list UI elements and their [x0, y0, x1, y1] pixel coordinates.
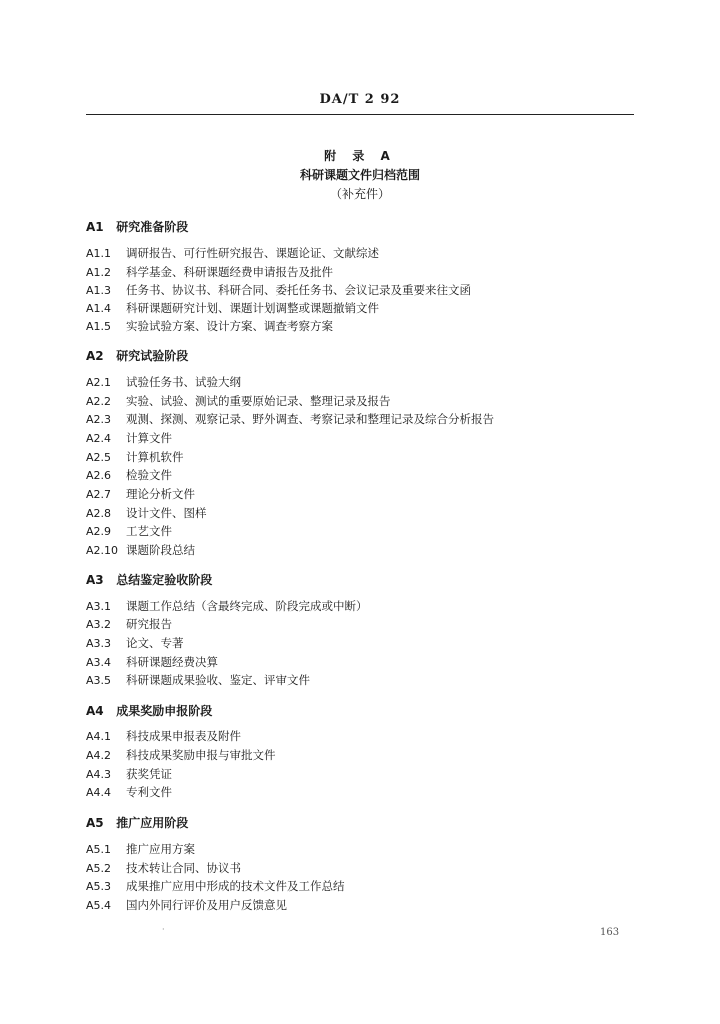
item-code: A1.3	[86, 284, 112, 297]
section-title: 研究试验阶段	[116, 349, 189, 363]
item-text: 计算文件	[126, 431, 172, 445]
section-title: 总结鉴定验收阶段	[116, 573, 213, 587]
item-text: 课题工作总结（含最终完成、阶段完成或中断）	[126, 599, 368, 613]
list-item	[86, 616, 172, 632]
list-item	[86, 860, 241, 876]
item-text: 国内外同行评价及用户反馈意见	[126, 898, 287, 912]
item-text: 理论分析文件	[126, 487, 195, 501]
list-item	[86, 282, 471, 298]
item-code: A2.8	[86, 507, 112, 520]
list-item	[86, 878, 345, 894]
item-code: A2.7	[86, 488, 112, 501]
item-text: 技术转让合同、协议书	[126, 861, 241, 875]
item-code: A1.4	[86, 302, 112, 315]
item-text: 科技成果申报表及附件	[126, 729, 241, 743]
item-code: A4.2	[86, 749, 112, 762]
item-text: 课题阶段总结	[126, 543, 195, 557]
item-text: 论文、专著	[126, 636, 184, 650]
list-item	[86, 393, 391, 409]
list-item	[86, 728, 241, 744]
list-item	[86, 841, 195, 857]
section-code: A4	[86, 704, 104, 718]
item-text: 检验文件	[126, 468, 172, 482]
item-code: A3.2	[86, 618, 112, 631]
section-title: 推广应用阶段	[116, 816, 189, 830]
item-text: 工艺文件	[126, 524, 172, 538]
item-text: 科研课题成果验收、鉴定、评审文件	[126, 673, 310, 687]
list-item	[86, 598, 368, 614]
item-code: A2.1	[86, 376, 112, 389]
list-item	[86, 486, 195, 502]
list-item	[86, 784, 172, 800]
item-code: A5.1	[86, 843, 112, 856]
item-code: A5.2	[86, 862, 112, 875]
section-code: A1	[86, 220, 104, 234]
appendix-subtitle: 科研课题文件归档范围	[299, 168, 420, 182]
page-number: 163	[600, 927, 620, 938]
list-item	[86, 245, 379, 261]
item-code: A2.9	[86, 525, 112, 538]
item-text: 设计文件、图样	[126, 506, 207, 520]
item-code: A5.4	[86, 899, 112, 912]
item-text: 实验试验方案、设计方案、调查考察方案	[126, 319, 333, 333]
item-text: 科研课题研究计划、课题计划调整或课题撤销文件	[126, 301, 379, 315]
item-code: A2.3	[86, 413, 112, 426]
item-code: A2.2	[86, 395, 112, 408]
item-code: A1.1	[86, 247, 112, 260]
item-text: 调研报告、可行性研究报告、课题论证、文献综述	[126, 246, 379, 260]
list-item	[86, 430, 172, 446]
item-code: A5.3	[86, 880, 112, 893]
list-item	[86, 411, 494, 427]
item-text: 科研课题经费决算	[126, 655, 218, 669]
appendix-title: 附 录 A	[324, 149, 396, 163]
item-text: 任务书、协议书、科研合同、委托任务书、会议记录及重要来往文函	[126, 283, 471, 297]
item-code: A3.4	[86, 656, 112, 669]
item-code: A1.5	[86, 320, 112, 333]
list-item	[86, 766, 172, 782]
document-code: DA/T 2 92	[319, 92, 401, 107]
list-item	[86, 523, 172, 539]
list-item	[86, 318, 333, 334]
item-code: A2.10	[86, 544, 119, 557]
section-code: A2	[86, 349, 104, 363]
item-text: 成果推广应用中形成的技术文件及工作总结	[126, 879, 345, 893]
list-item	[86, 467, 172, 483]
item-text: 获奖凭证	[126, 767, 172, 781]
list-item	[86, 635, 184, 651]
list-item	[86, 897, 287, 913]
section-code: A5	[86, 816, 104, 830]
item-text: 专利文件	[126, 785, 172, 799]
item-code: A1.2	[86, 266, 112, 279]
item-code: A3.3	[86, 637, 112, 650]
list-item	[86, 672, 310, 688]
item-code: A4.1	[86, 730, 112, 743]
item-text: 科技成果奖励申报与审批文件	[126, 748, 276, 762]
section-heading-a1	[86, 218, 188, 235]
item-code: A2.4	[86, 432, 112, 445]
scan-speck: ·	[162, 925, 165, 934]
list-item	[86, 542, 195, 558]
section-code: A3	[86, 573, 104, 587]
section-heading-a4	[86, 702, 212, 719]
list-item	[86, 747, 276, 763]
list-item	[86, 264, 333, 280]
section-title: 成果奖励申报阶段	[116, 704, 213, 718]
item-code: A3.1	[86, 600, 112, 613]
list-item	[86, 449, 184, 465]
section-heading-a5	[86, 814, 188, 831]
list-item	[86, 654, 218, 670]
item-text: 试验任务书、试验大纲	[126, 375, 241, 389]
section-title: 研究准备阶段	[116, 220, 189, 234]
list-item	[86, 505, 207, 521]
item-text: 实验、试验、测试的重要原始记录、整理记录及报告	[126, 394, 391, 408]
item-text: 科学基金、科研课题经费申请报告及批件	[126, 265, 333, 279]
item-text: 研究报告	[126, 617, 172, 631]
item-text: 推广应用方案	[126, 842, 195, 856]
item-text: 计算机软件	[126, 450, 184, 464]
item-text: 观测、探测、观察记录、野外调查、考察记录和整理记录及综合分析报告	[126, 412, 494, 426]
list-item	[86, 300, 379, 316]
list-item	[86, 374, 241, 390]
section-heading-a3	[86, 571, 212, 588]
item-code: A2.5	[86, 451, 112, 464]
header-divider	[86, 114, 634, 115]
item-code: A4.3	[86, 768, 112, 781]
item-code: A3.5	[86, 674, 112, 687]
item-code: A4.4	[86, 786, 112, 799]
appendix-note: （补充件）	[329, 187, 390, 201]
section-heading-a2	[86, 347, 188, 364]
item-code: A2.6	[86, 469, 112, 482]
